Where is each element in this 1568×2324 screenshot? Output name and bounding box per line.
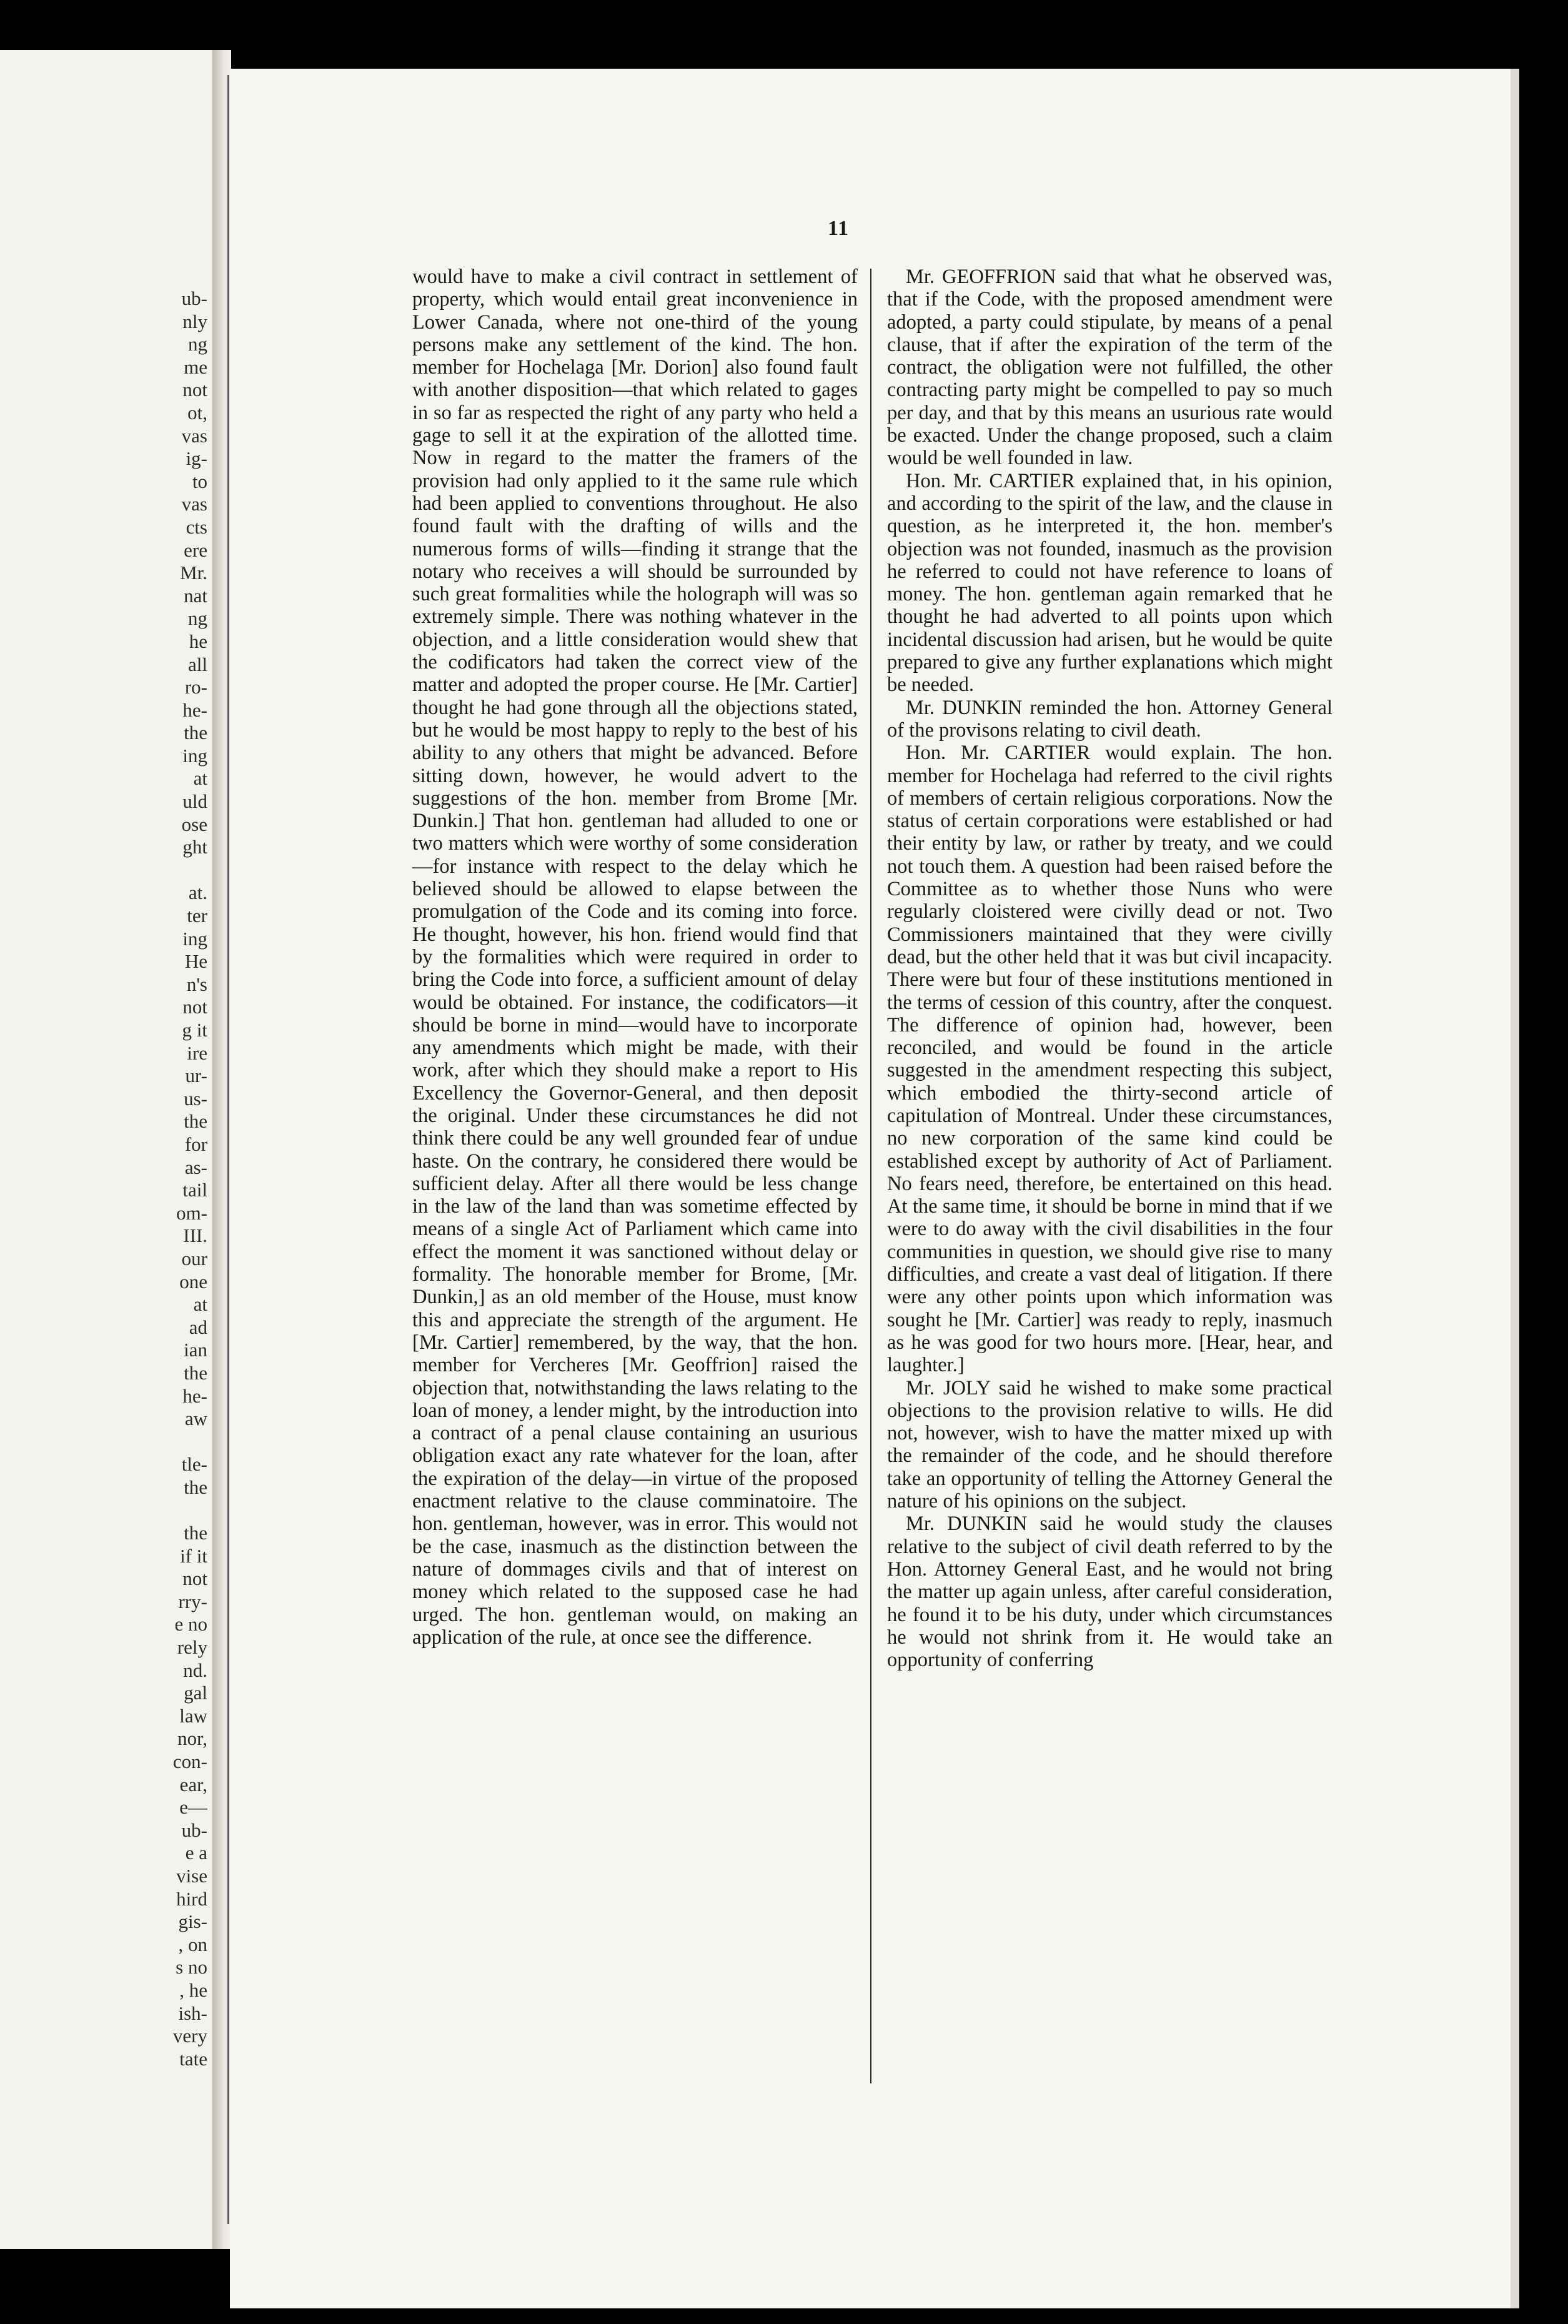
left-fragment: he [189, 630, 207, 652]
left-fragment: e a [185, 1842, 207, 1864]
left-fragment: the [184, 1361, 207, 1384]
left-fragment: at [193, 767, 207, 790]
left-fragment: he- [182, 1384, 207, 1407]
left-fragment: the [184, 1110, 207, 1133]
left-fragment: ot, [187, 401, 207, 424]
left-fragment: gis- [178, 1910, 207, 1933]
left-fragment: uld [182, 790, 207, 813]
left-fragment: nor, [177, 1727, 207, 1750]
left-fragment: ro- [184, 676, 207, 698]
fragment-gap [139, 1499, 207, 1522]
left-fragment: vas [181, 424, 207, 447]
page-number: 11 [828, 217, 850, 240]
left-fragment: for [184, 1133, 207, 1155]
left-fragment: not [182, 379, 207, 401]
left-fragment: our [181, 1247, 207, 1269]
left-fragment: g it [182, 1019, 207, 1041]
left-fragment: om- [176, 1201, 207, 1224]
left-fragment: e— [179, 1796, 207, 1819]
left-fragment: ub- [181, 287, 207, 309]
left-fragment: he- [182, 698, 207, 721]
left-fragment: all [188, 653, 207, 675]
left-fragment: vas [181, 493, 207, 515]
left-fragment: not [182, 1567, 207, 1590]
left-fragment: aw [184, 1408, 207, 1430]
left-fragment: rely [177, 1636, 207, 1659]
left-fragment: tle- [181, 1453, 207, 1476]
left-fragment: ng [188, 607, 207, 630]
left-fragment: ose [181, 813, 207, 835]
left-fragment: at [193, 1293, 207, 1316]
page-edge [1511, 69, 1519, 2308]
left-fragment: ght [182, 836, 207, 858]
paragraph-joly: Mr. JOLY said he wished to make some practical objections to the provision relative to wills. He did not, however, wish to have the matter mixed up with the remainder of the code, and he should therefore take an opportunity of telling the Attorney General the nature of his opinions on the subject. [887, 1376, 1332, 1513]
paragraph: would have to make a civil contract in settlement of property, which would entail great inconvenience in Lower Canada, where not one-third of the young persons make any settlement of the kind. The hon. member for Hochelaga [Mr. Dorion] also found fault with another disposition—that which related to gages in so far as respected the right of any party who held a gage to sell it at the expiration of the allotted time. Now in regard to the matter the framers of the provision had only applied to it the same rule which had been applied to conventions throughout. He also found fault with the drafting of wills and the numerous forms of wills—finding it strange that the notary who receives a will should be surrounded by such great formalities while the holograph will was so extremely simple. There was nothing whatever in the objection, and a little consideration would shew that the codificators had taken the correct view of the matter and adopted the proper course. He [Mr. Cartier] thought he had gone through all the objections stated, but he would be most happy to reply to the best of his ability to any others that might be advanced. Before sitting down, however, he would advert to the suggestions of the hon. member from Brome [Mr. Dunkin.] That hon. gentleman had alluded to one or two matters which were worthy of some consideration—for instance with respect to the delay which he believed should be allowed to elapse between the promulgation of the Code and its coming into force. He thought, however, his hon. friend would find that by the formalities which were required in order to bring the Code into force, a sufficient amount of delay would be obtained. For instance, the codificators—it should be borne in mind—would have to incorporate any amendments which might be made, with their work, after which they should make a report to His Excellency the Governor-General, and then deposit the original. Under these circumstances he did not think there could be any well grounded fear of undue haste. On the contrary, he considered there would be sufficient delay. After all there would be less change in the law of the land than was sometime effected by means of a single Act of Parliament which came into effect the moment it was sanctioned without delay or formality. The honorable member for Brome, [Mr. Dunkin,] as an old member of the House, must know this and appreciate the strength of the argument. He [Mr. Cartier] remembered, by the way, that the hon. member for Vercheres [Mr. Geoffrion] raised the objection that, notwithstanding the laws relating to the loan of money, a lender might, by the introduction into a contract of a penal clause containing an usurious obligation exact any rate whatever for the loan, after the expiration of the delay—in virtue of the proposed enactment relative to the clause comminatoire. The hon. gentleman, however, was in error. This would not be the case, inasmuch as the distinction between the nature of dommages civils and that of interest on money which related to the supposed case he had urged. The hon. gentleman would, on making an application of the rule, at once see the difference. [412, 266, 858, 1649]
left-fragment: ire [187, 1041, 207, 1064]
left-fragment: if it [180, 1544, 207, 1567]
spine-line [227, 75, 229, 2224]
fragment-gap [139, 859, 207, 882]
left-fragment: to [192, 470, 207, 492]
left-fragment: us- [184, 1087, 207, 1110]
left-fragment: ish- [178, 2002, 207, 2024]
left-fragment: hird [176, 1887, 207, 1910]
left-fragment: at. [188, 881, 207, 904]
left-fragment: the [184, 1476, 207, 1498]
left-fragment: tail [182, 1179, 207, 1201]
left-fragment: ig- [186, 447, 207, 470]
left-fragment: e no [174, 1613, 207, 1636]
left-fragment: , on [178, 1933, 207, 1955]
left-page-edge [0, 50, 212, 2249]
left-text-column [412, 266, 858, 1649]
left-fragment: ng [188, 333, 207, 355]
left-fragment: the [184, 1522, 207, 1544]
paragraph-cartier-1: Hon. Mr. CARTIER explained that, in his opinion, and according to the spirit of the law, and the clause in question, as he interpreted it, the hon. member's objection was not founded, inasmuch as the provision he referred to could not have reference to loans of money. The hon. gentleman again remarked that he thought he had adverted to all points upon which incidental discussion had arisen, but he would be quite prepared to give any further explanations which might be needed. [887, 469, 1332, 697]
paragraph-geoffrion: Mr. GEOFFRION said that what he observed was, that if the Code, with the proposed amendment were adopted, a party could stipulate, by means of a penal clause, that if after the expiration of the term of the contract, the obligation were not fulfilled, the other contracting party might be compelled to pay so much per day, and that by this means an usurious rate would be exacted. Under the change proposed, such a claim would be well founded in law. [887, 266, 1332, 470]
left-fragment: tate [179, 2047, 207, 2070]
left-fragment: nd. [183, 1659, 207, 1681]
paragraph-dunkin-2: Mr. DUNKIN said he would study the clauses relative to the subject of civil death referred to by the Hon. Attorney General East, and he would not bring the matter up again unless, after careful consideration, he found it to be his duty, under which circumstances he would not shrink from it. He would take an opportunity of conferring [887, 1512, 1332, 1672]
left-fragment: ere [184, 539, 207, 561]
left-fragment: n's [186, 973, 207, 995]
left-fragment: gal [184, 1682, 207, 1704]
left-fragment: ter [187, 905, 207, 927]
left-fragment: He [184, 950, 207, 973]
left-fragment: cts [186, 515, 207, 538]
fragment-gap [139, 1431, 207, 1454]
left-fragment: the [184, 722, 207, 744]
left-fragment: ian [184, 1339, 207, 1361]
right-text-column [887, 266, 1332, 1671]
left-fragment: , he [179, 1979, 207, 2001]
left-page-fragments [139, 287, 207, 2070]
paragraph-cartier-2: Hon. Mr. CARTIER would explain. The hon. member for Hochelaga had referred to the civil rights of members of certain religious corporations. Now the status of certain corporations were established or had their entity by law, or rather by treaty, and we could not touch them. A question had been raised before the Committee as to whether those Nuns who were regularly cloistered were civilly dead or not. Two Commissioners maintained that they were civilly dead, but the other held that it was but civil incapacity. There were but four of these institutions mentioned in the terms of cession of this country, after the conquest. The difference of opinion had, however, been reconciled, and would be found in the article suggested in the amendment respecting this subject, which embodied the thirty-second article of capitulation of Montreal. Under these circumstances, no new corporation of the same kind could be established except by authority of Act of Parliament. No fears need, therefore, be entertained on this head. At the same time, it should be borne in mind that if we were to do away with the civil disabilities in the four communities in question, we should give rise to many difficulties, and create a vast deal of litigation. If there were any other points upon which information was sought he [Mr. Cartier] was ready to reply, inasmuch as he was good for two hours more. [Hear, hear, and laughter.] [887, 742, 1332, 1377]
left-fragment: nly [182, 310, 207, 332]
left-fragment: ad [189, 1316, 207, 1338]
left-fragment: vise [176, 1864, 207, 1887]
left-fragment: ing [182, 744, 207, 767]
left-fragment: Mr. [180, 562, 207, 584]
left-fragment: one [179, 1270, 207, 1293]
left-fragment: ur- [185, 1065, 207, 1087]
left-fragment: not [182, 996, 207, 1018]
left-fragment: ing [182, 927, 207, 950]
left-fragment: nat [184, 584, 207, 607]
left-fragment: rry- [178, 1590, 207, 1612]
left-fragment: me [184, 355, 207, 378]
left-fragment: III. [183, 1224, 207, 1247]
left-fragment: law [179, 1704, 207, 1727]
column-divider [870, 269, 871, 2083]
left-fragment: ear, [179, 1773, 207, 1795]
left-fragment: con- [172, 1750, 207, 1772]
paragraph-dunkin-1: Mr. DUNKIN reminded the hon. Attorney General of the provisons relating to civil death. [887, 696, 1332, 742]
left-fragment: s no [176, 1956, 207, 1979]
left-fragment: as- [184, 1156, 207, 1178]
left-fragment: very [172, 2025, 207, 2047]
left-fragment: ub- [181, 1819, 207, 1841]
